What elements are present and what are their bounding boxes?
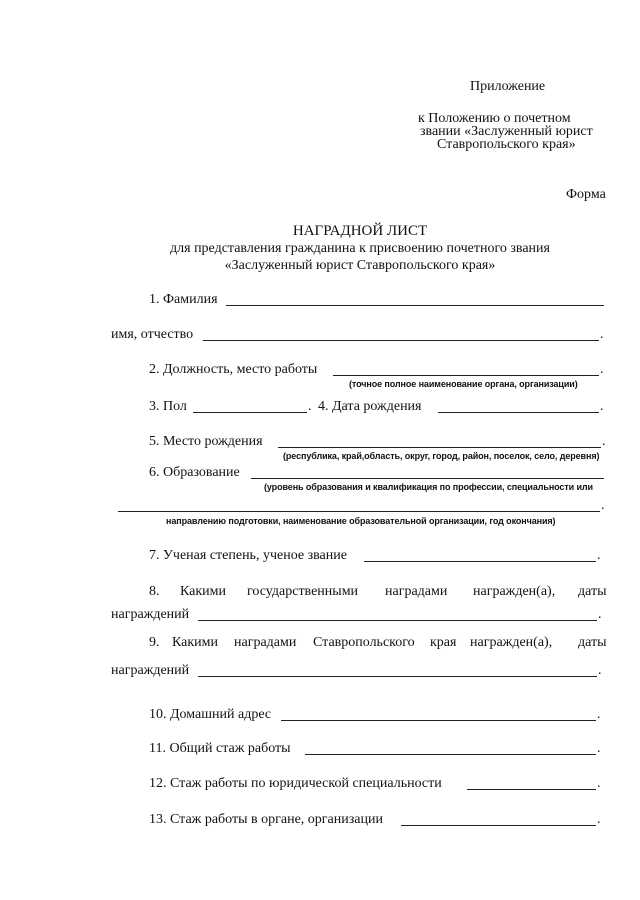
- regional-awards-word: края: [430, 635, 457, 650]
- reference-line-2: звании «Заслуженный юрист: [420, 124, 593, 139]
- state-awards-word: даты: [578, 584, 607, 599]
- end-dot: .: [601, 498, 605, 513]
- education-field-2[interactable]: [118, 511, 600, 512]
- home-address-field[interactable]: [281, 720, 596, 721]
- total-experience-label: 11. Общий стаж работы: [149, 741, 291, 756]
- end-dot: .: [598, 663, 602, 678]
- academic-degree-label: 7. Ученая степень, ученое звание: [149, 548, 347, 563]
- surname-field[interactable]: [226, 305, 604, 306]
- education-hint-1: (уровень образования и квалификация по профессии, специальности или: [264, 482, 593, 492]
- regional-awards-word: даты: [578, 635, 607, 650]
- reference-line-3: Ставропольского края»: [437, 137, 576, 152]
- regional-awards-word: наградами: [234, 635, 297, 650]
- birth-date-field[interactable]: [438, 412, 599, 413]
- organization-experience-label: 13. Стаж работы в органе, организации: [149, 812, 383, 827]
- home-address-label: 10. Домашний адрес: [149, 707, 272, 722]
- birth-place-field[interactable]: [278, 447, 601, 448]
- birth-place-hint: (республика, край,область, округ, город, район, поселок, село, деревня): [283, 451, 600, 461]
- reference-line-1: к Положению о почетном: [418, 111, 571, 126]
- education-field[interactable]: [251, 478, 604, 479]
- form-label: Форма: [566, 187, 606, 202]
- end-dot: .: [597, 707, 601, 722]
- position-field[interactable]: [333, 375, 599, 376]
- end-dot: .: [600, 362, 604, 377]
- state-awards-dates-label: награждений: [111, 607, 190, 622]
- birth-date-label: 4. Дата рождения: [318, 399, 422, 414]
- regional-awards-number: 9.: [149, 635, 160, 650]
- end-dot: .: [600, 399, 604, 414]
- end-dot: .: [597, 548, 601, 563]
- appendix-label: Приложение: [470, 79, 546, 94]
- state-awards-word: Какими: [180, 584, 227, 599]
- sex-label: 3. Пол: [149, 399, 187, 414]
- sex-field[interactable]: [193, 412, 307, 413]
- end-dot: .: [597, 741, 601, 756]
- regional-awards-word: Ставропольского: [313, 635, 415, 650]
- total-experience-field[interactable]: [305, 754, 596, 755]
- state-awards-field[interactable]: [198, 620, 597, 621]
- document-subtitle-1: для представления гражданина к присвоению почетного звания: [170, 241, 550, 256]
- organization-experience-field[interactable]: [401, 825, 596, 826]
- regional-awards-word: Какими: [172, 635, 219, 650]
- end-dot: .: [597, 812, 601, 827]
- legal-experience-label: 12. Стаж работы по юридической специальности: [149, 776, 442, 791]
- end-dot: .: [308, 399, 312, 414]
- document-subtitle-2: «Заслуженный юрист Ставропольского края»: [224, 258, 496, 273]
- birth-place-label: 5. Место рождения: [149, 434, 263, 449]
- state-awards-number: 8.: [149, 584, 160, 599]
- surname-label: 1. Фамилия: [149, 292, 218, 307]
- regional-awards-dates-label: награждений: [111, 663, 190, 678]
- name-patronymic-field[interactable]: [203, 340, 599, 341]
- end-dot: .: [597, 776, 601, 791]
- end-dot: .: [602, 434, 606, 449]
- position-label: 2. Должность, место работы: [149, 362, 318, 377]
- education-hint-2: направлению подготовки, наименование образовательной организации, год окончания): [166, 516, 556, 526]
- regional-awards-word: награжден(а),: [470, 635, 553, 650]
- state-awards-word: наградами: [385, 584, 448, 599]
- legal-experience-field[interactable]: [467, 789, 596, 790]
- end-dot: .: [598, 607, 602, 622]
- position-hint: (точное полное наименование органа, организации): [349, 379, 578, 389]
- state-awards-word: государственными: [247, 584, 359, 599]
- education-label: 6. Образование: [149, 465, 240, 480]
- regional-awards-field[interactable]: [198, 676, 597, 677]
- end-dot: .: [600, 327, 604, 342]
- document-title: НАГРАДНОЙ ЛИСТ: [292, 223, 428, 239]
- academic-degree-field[interactable]: [364, 561, 596, 562]
- state-awards-word: награжден(а),: [473, 584, 556, 599]
- name-patronymic-label: имя, отчество: [111, 327, 194, 342]
